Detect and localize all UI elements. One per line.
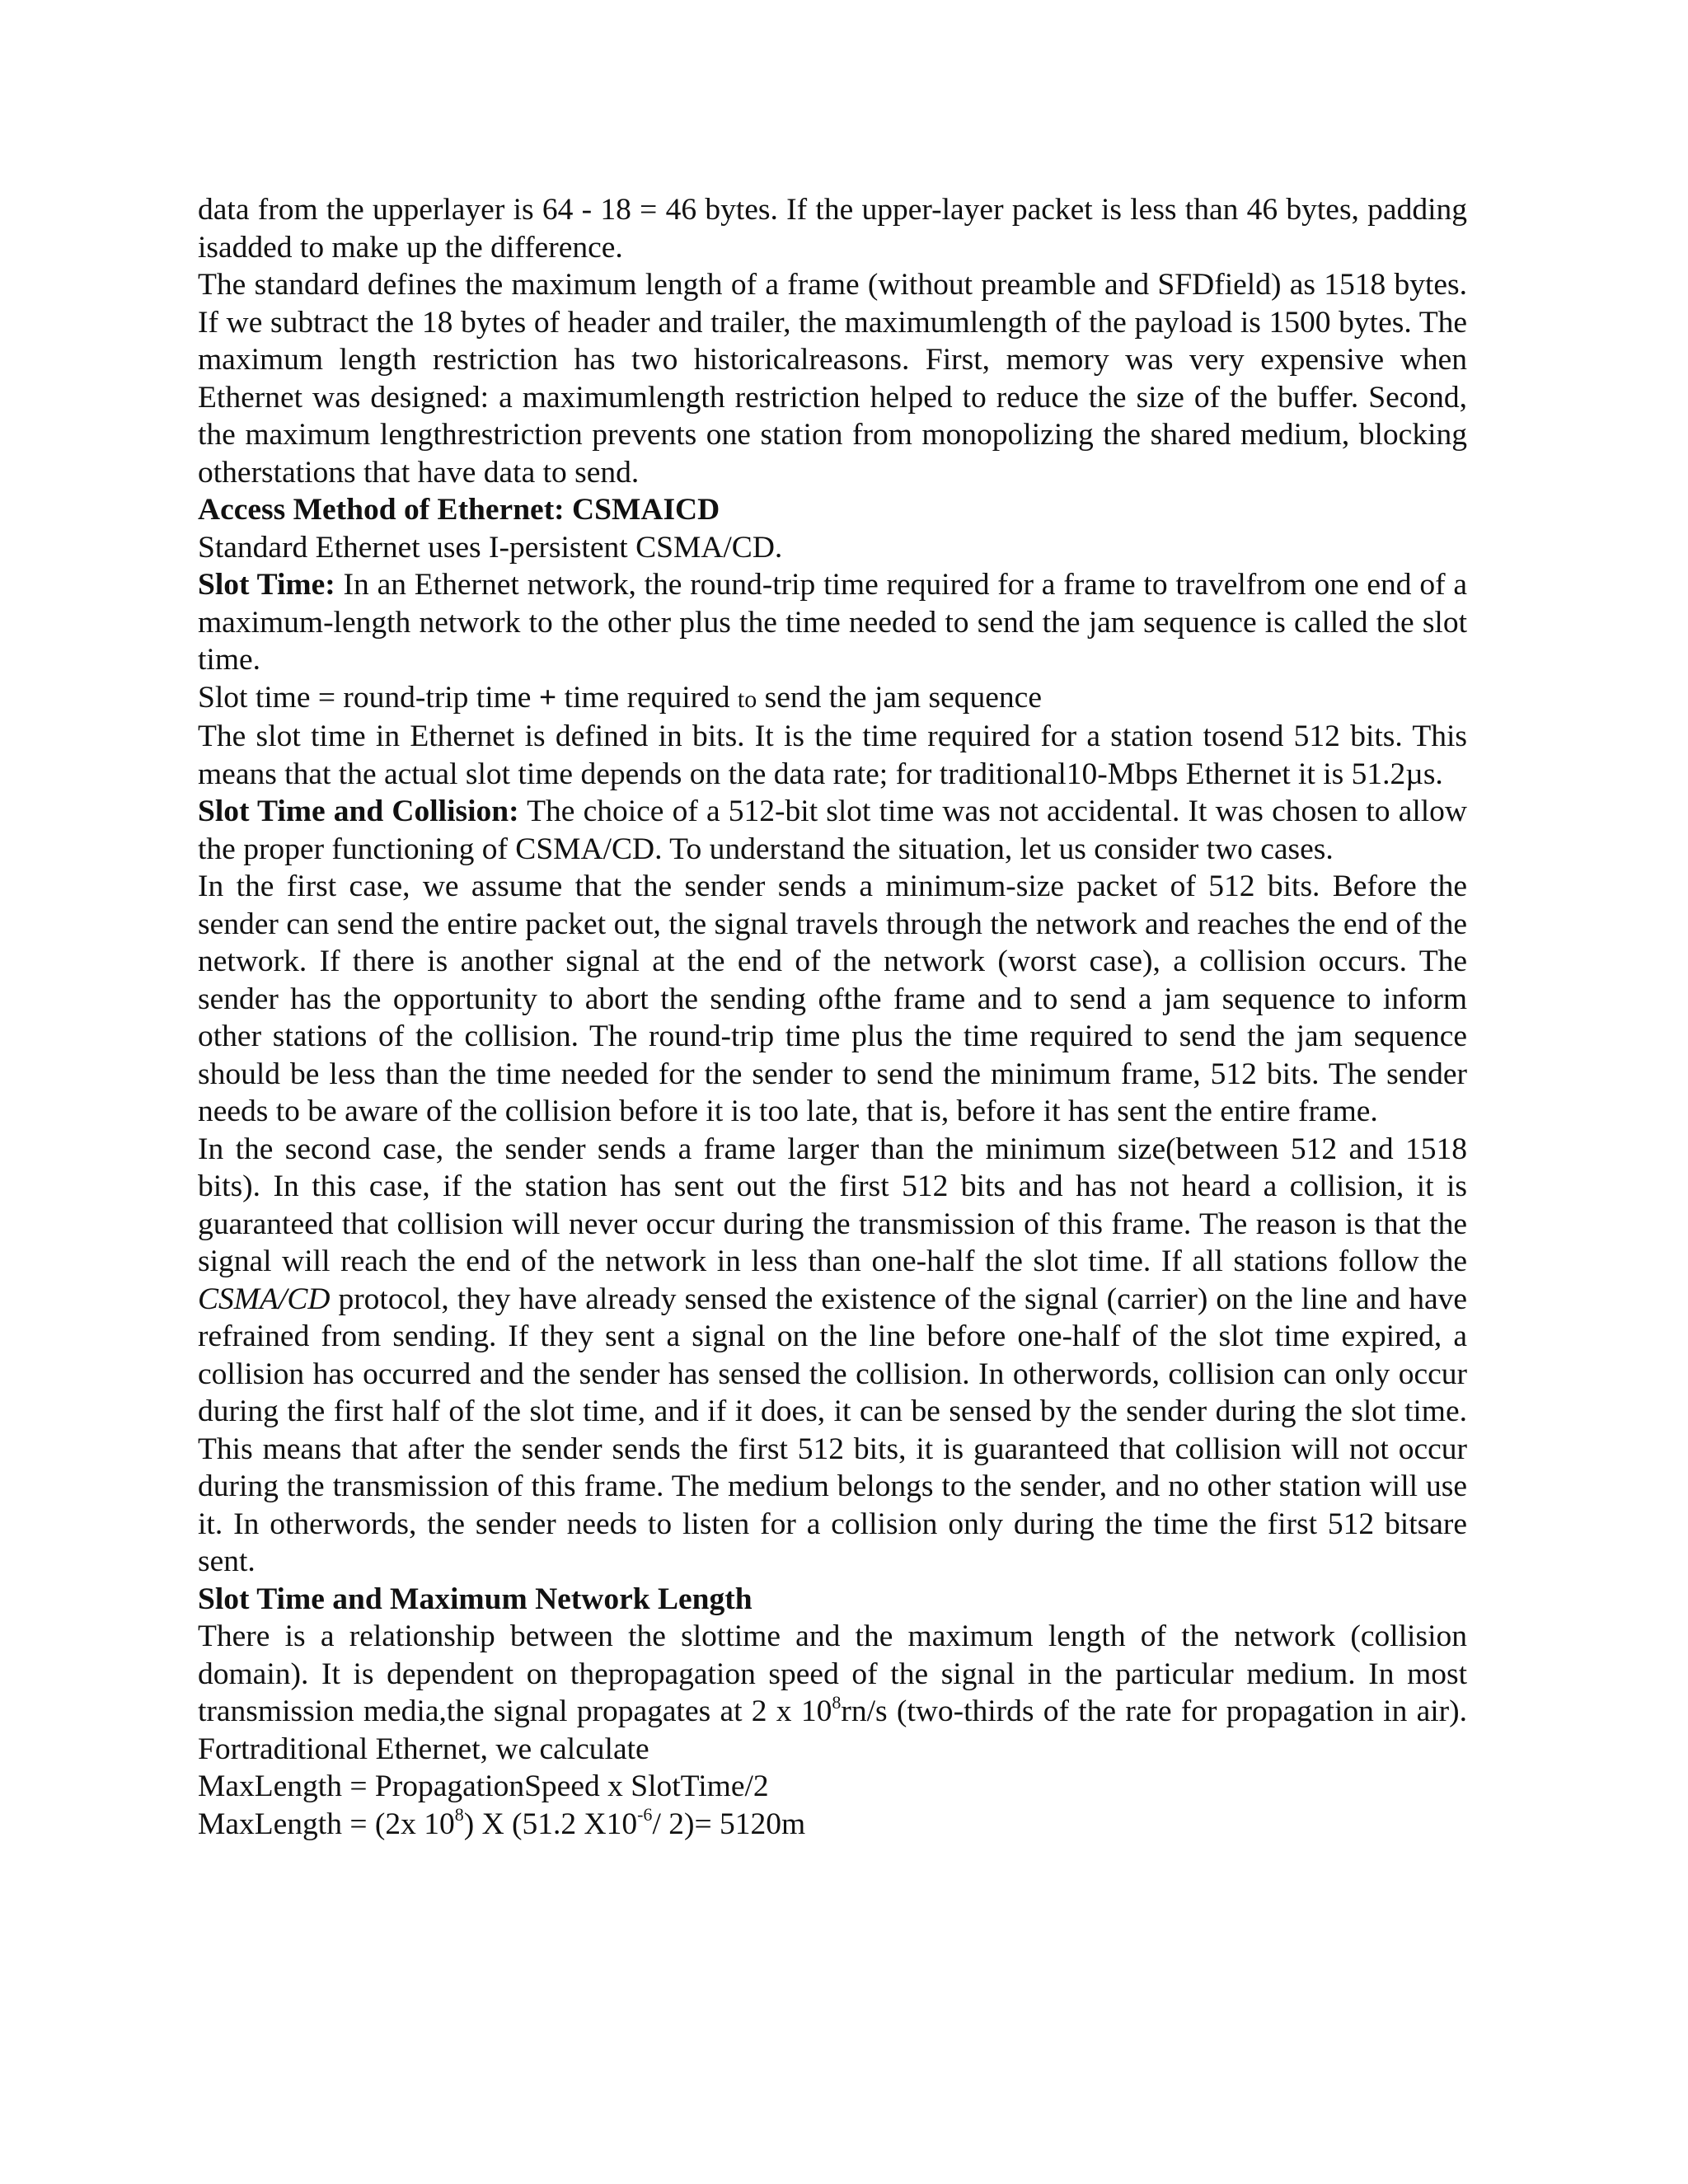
- slot-collision-label: Slot Time and Collision:: [198, 794, 519, 828]
- maxlength-b: ) X (51.2 X10: [463, 1807, 638, 1841]
- slot-time-text: In an Ethernet network, the round-trip time required for a frame to travelfrom one end of a maximum-length network to the other plus the time needed to send the jam sequence is called the slot time.: [198, 568, 1467, 677]
- slot-collision-text: The choice of a 512-bit slot time was not accidental. It was chosen to allow the proper functioning of CSMA/CD. To understand the situation, let us consider two cases.: [198, 794, 1468, 866]
- paragraph-first-case: In the first case, we assume that the sender sends a minimum-size packet of 512 bits. Before the sender can send the entire packet out, the signal travels through the network and reaches the end of the network. If there is another signal at the end of the network (worst case), a collision occurs. The sender has the opportunity to abort the sending ofthe frame and to send a jam sequence to inform other stations of the collision. The round-trip time plus the time required to send the jam sequence should be less than the time needed for the sender to send the minimum frame, 512 bits. The sender needs to be aware of the collision before it is too late, that is, before it has sent the entire frame.: [198, 869, 1467, 1128]
- paragraph-slot-bits: The slot time in Ethernet is defined in bits. It is the time required for a station tosend 512 bits. This means that the actual slot time depends on the data rate; for traditional10-Mbps Ethernet it is 51.2µs.: [198, 719, 1467, 791]
- formula-maxlength: MaxLength = PropagationSpeed x SlotTime/2: [198, 1769, 769, 1803]
- second-case-italic: CSMA/CD: [198, 1282, 331, 1316]
- formula-slot-time-a: Slot time = round-trip time: [198, 680, 539, 715]
- formula-slot-time-b: time required: [556, 680, 738, 715]
- second-case-b: protocol, they have already sensed the existence of the signal (carrier) on the line and have refrained from sending. If they sent a signal on the line before one-half of the slot time expired, a collision has occurred and the sender has sensed the collision. In otherwords, collision can only occur during the first half of the slot time, and if it does, it can be sensed by the sender during the slot time. This means that after the sender sends the first 512 bits, it is guaranteed that collision will not occur during the transmission of this frame. The medium belongs to the sender, and no other station will use it. In otherwords, the sender needs to listen for a collision only during the time the first 512 bitsare sent.: [198, 1282, 1467, 1578]
- paragraph-propagation: [198, 1618, 1467, 1768]
- formula-slot-time-c: send the jam sequence: [757, 680, 1042, 715]
- formula-to: to: [737, 685, 757, 713]
- formula-plus-sign: +: [538, 680, 557, 715]
- second-case-a: In the second case, the sender sends a frame larger than the minimum size(between 512 and 1518 bits). In this case, if the station has sent out the first 512 bits and has not heard a collision, it is guaranteed that collision will never occur during the transmission of this frame. The reason is that the signal will reach the end of the network in less than one-half the slot time. If all stations follow the: [198, 1132, 1467, 1278]
- paragraph-persistent: Standard Ethernet uses I-persistent CSMA/CD.: [198, 530, 783, 565]
- paragraph-max-length: The standard defines the maximum length of a frame (without preamble and SFDfield) as 1518 bytes. If we subtract the 18 bytes of header and trailer, the maximumlength of the payload is 1500 bytes. The maximum length restriction has two historicalreasons. First, memory was very expensive when Ethernet was designed: a maximumlength restriction helped to reduce the size of the buffer. Second, the maximum lengthrestriction prevents one station from monopolizing the shared medium, blocking otherstations that have data to send.: [198, 268, 1467, 490]
- paragraph-padding: data from the upperlayer is 64 - 18 = 46 bytes. If the upper-layer packet is less than 46 bytes, padding isadded to make up the difference.: [198, 193, 1467, 265]
- paragraph-slot-collision: [198, 793, 1467, 868]
- paragraph-slot-time: [198, 566, 1467, 679]
- propagation-b: rn/s (two-thirds of the rate for propagation in air). Fortraditional Ethernet, we calculate: [198, 1694, 1467, 1766]
- heading-access-method: Access Method of Ethernet: CSMAICD: [198, 493, 720, 527]
- formula-slot-time: [198, 679, 1467, 719]
- maxlength-exponent-1: 8: [454, 1804, 464, 1825]
- document-page: [198, 191, 1467, 1843]
- maxlength-c: / 2)= 5120m: [652, 1807, 806, 1841]
- propagation-a: There is a relationship between the slottime and the maximum length of the network (collision domain). It is dependent on thepropagation speed of the signal in the particular medium. In most transmission media,the signal propagates at 2 x 10: [198, 1619, 1467, 1728]
- slot-time-label: Slot Time:: [198, 568, 335, 602]
- maxlength-exponent-2: -6: [637, 1804, 653, 1825]
- maxlength-a: MaxLength = (2x 10: [198, 1807, 455, 1841]
- heading-max-network-length: Slot Time and Maximum Network Length: [198, 1582, 753, 1616]
- formula-maxlength-value: [198, 1806, 1467, 1844]
- propagation-exponent: 8: [832, 1691, 842, 1713]
- paragraph-second-case: [198, 1131, 1467, 1581]
